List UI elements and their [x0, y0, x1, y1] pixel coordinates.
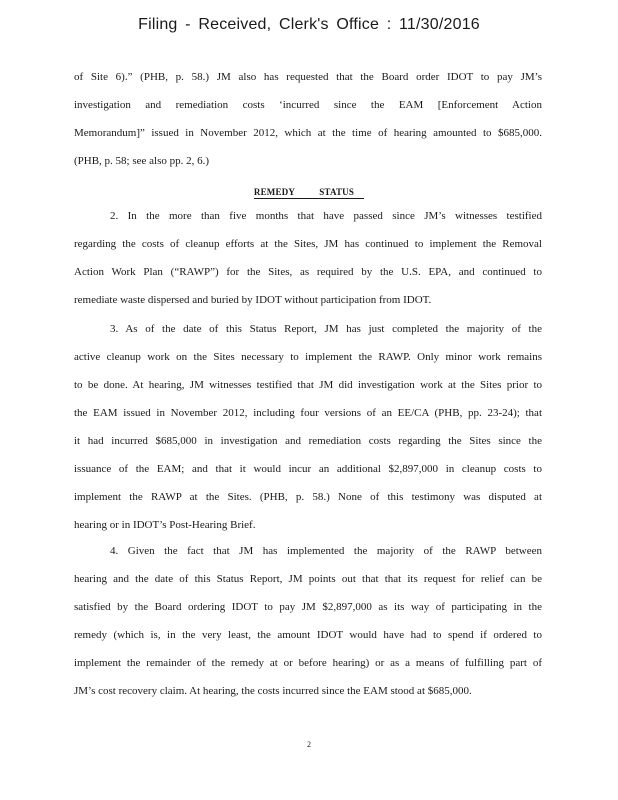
- text-line: of Site 6).” (PHB, p. 58.) JM also has requested that the Board order IDOT to pay JM’s: [74, 71, 542, 83]
- text-line: active cleanup work on the Sites necessary to implement the RAWP. Only minor work remains: [74, 351, 542, 363]
- text-line: remediate waste dispersed and buried by IDOT without participation from IDOT.: [74, 294, 432, 306]
- text-line: (PHB, p. 58; see also pp. 2, 6.): [74, 155, 210, 167]
- text-line: it had incurred $685,000 in investigation and remediation costs regarding the Sites since the: [74, 435, 542, 447]
- text-line: hearing or in IDOT’s Post-Hearing Brief.: [74, 519, 256, 531]
- text-line: the EAM issued in November 2012, including four versions of an EE/CA (PHB, pp. 23-24); that: [74, 407, 542, 419]
- text-line: 3. As of the date of this Status Report, JM has just completed the majority of the: [110, 323, 542, 335]
- text-line: hearing and the date of this Status Report, JM points out that that its request for relief can be: [74, 573, 542, 585]
- text-line: Memorandum]” issued in November 2012, which at the time of hearing amounted to $685,000.: [74, 127, 542, 139]
- text-line: remedy (which is, in the very least, the amount IDOT would have had to spend if ordered to: [74, 629, 542, 641]
- text-line: issuance of the EAM; and that it would incur an additional $2,897,000 in cleanup costs to: [74, 463, 542, 475]
- text-line: JM’s cost recovery claim. At hearing, the costs incurred since the EAM stood at $685,000.: [74, 685, 472, 697]
- section-heading: [0, 187, 618, 199]
- text-line: investigation and remediation costs ‘incurred since the EAM [Enforcement Action: [74, 99, 542, 111]
- page-number: 2: [307, 740, 311, 749]
- text-line: 2. In the more than five months that have passed since JM’s witnesses testified: [110, 210, 542, 222]
- section-heading-text: REMEDY STATUS: [254, 187, 364, 199]
- text-line: implement the RAWP at the Sites. (PHB, p. 58.) None of this testimony was disputed at: [74, 491, 542, 503]
- text-line: satisfied by the Board ordering IDOT to pay JM $2,897,000 as its way of participating in the: [74, 601, 542, 613]
- text-line: Action Work Plan (“RAWP”) for the Sites, as required by the U.S. EPA, and continued to: [74, 266, 542, 278]
- filing-stamp: Filing - Received, Clerk's Office : 11/30/2016: [138, 16, 480, 33]
- text-line: implement the remainder of the remedy at or before hearing) or as a means of fulfilling part of: [74, 657, 542, 669]
- text-line: to be done. At hearing, JM witnesses testified that JM did investigation work at the Sites prior to: [74, 379, 542, 391]
- text-line: 4. Given the fact that JM has implemented the majority of the RAWP between: [110, 545, 542, 557]
- text-line: regarding the costs of cleanup efforts at the Sites, JM has continued to implement the Removal: [74, 238, 542, 250]
